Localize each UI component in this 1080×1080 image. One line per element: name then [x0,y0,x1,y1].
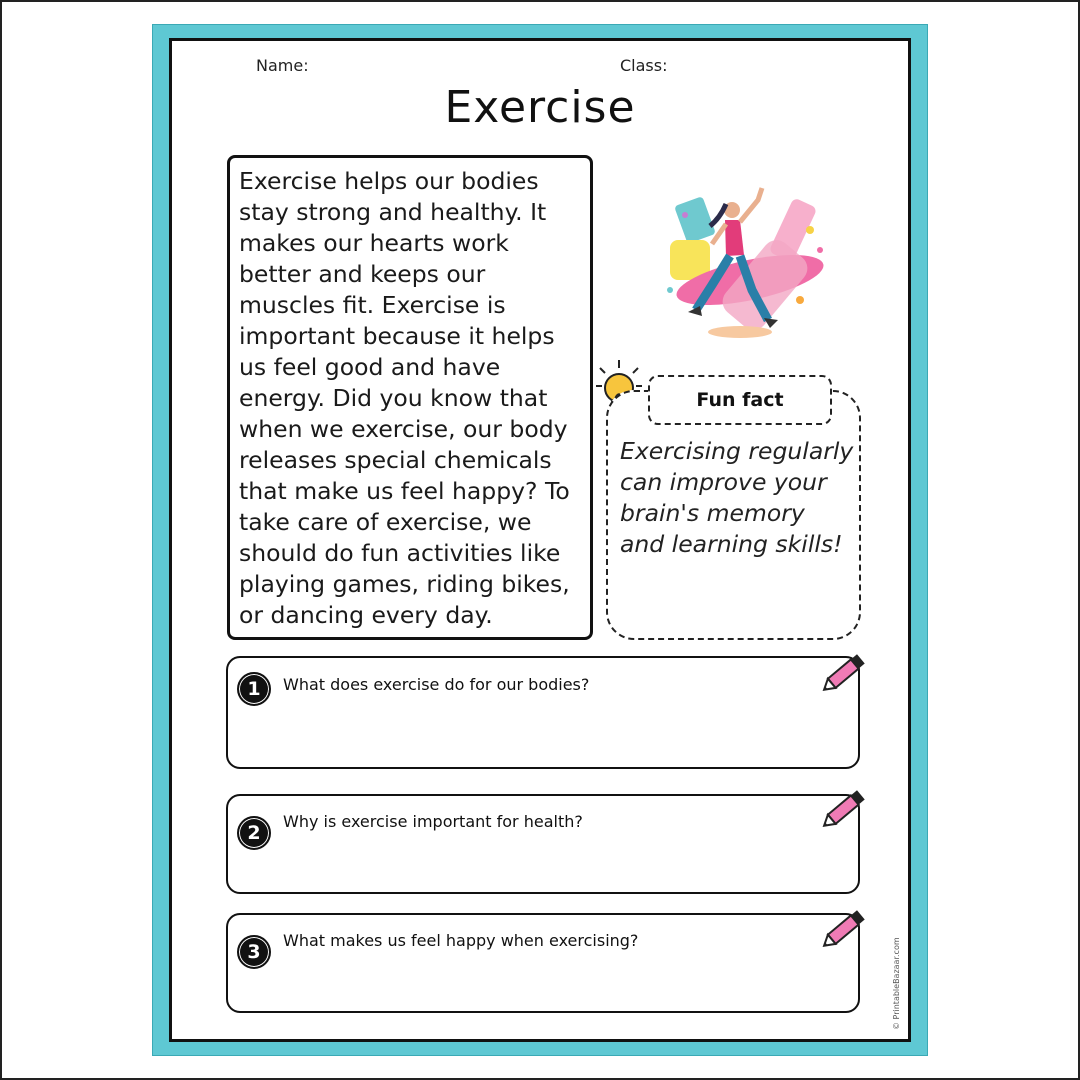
reading-passage: Exercise helps our bodies stay strong and healthy. It makes our hearts work better and keeps our muscles fit. Exercise is important because it helps us feel good and have energy. Did you know that when we exercise, our body releases special chemicals that make us feel happy? To take care of exercise, we should do fun activities like playing games, riding bikes, or dancing every day. [227,155,593,640]
question-text-2: Why is exercise important for health? [283,812,583,831]
name-label: Name: [256,56,309,75]
question-number-1: 1 [237,672,271,706]
question-text-3: What makes us feel happy when exercising? [283,931,639,950]
pencil-icon [818,784,870,834]
class-label: Class: [620,56,668,75]
answer-box-3[interactable] [226,913,860,1013]
site-credit: © PrintableBazaar.com [892,937,901,1030]
running-woman-illustration [640,160,860,350]
question-number-3: 3 [237,935,271,969]
pencil-icon [818,648,870,698]
pencil-icon [818,904,870,954]
fun-fact-title: Fun fact [648,375,832,425]
page-title: Exercise [444,82,636,133]
fun-fact-text: Exercising regularly can improve your brain's memory and learning skills! [620,437,854,558]
answer-box-2[interactable] [226,794,860,894]
answer-box-1[interactable] [226,656,860,769]
question-number-2: 2 [237,816,271,850]
question-text-1: What does exercise do for our bodies? [283,675,590,694]
